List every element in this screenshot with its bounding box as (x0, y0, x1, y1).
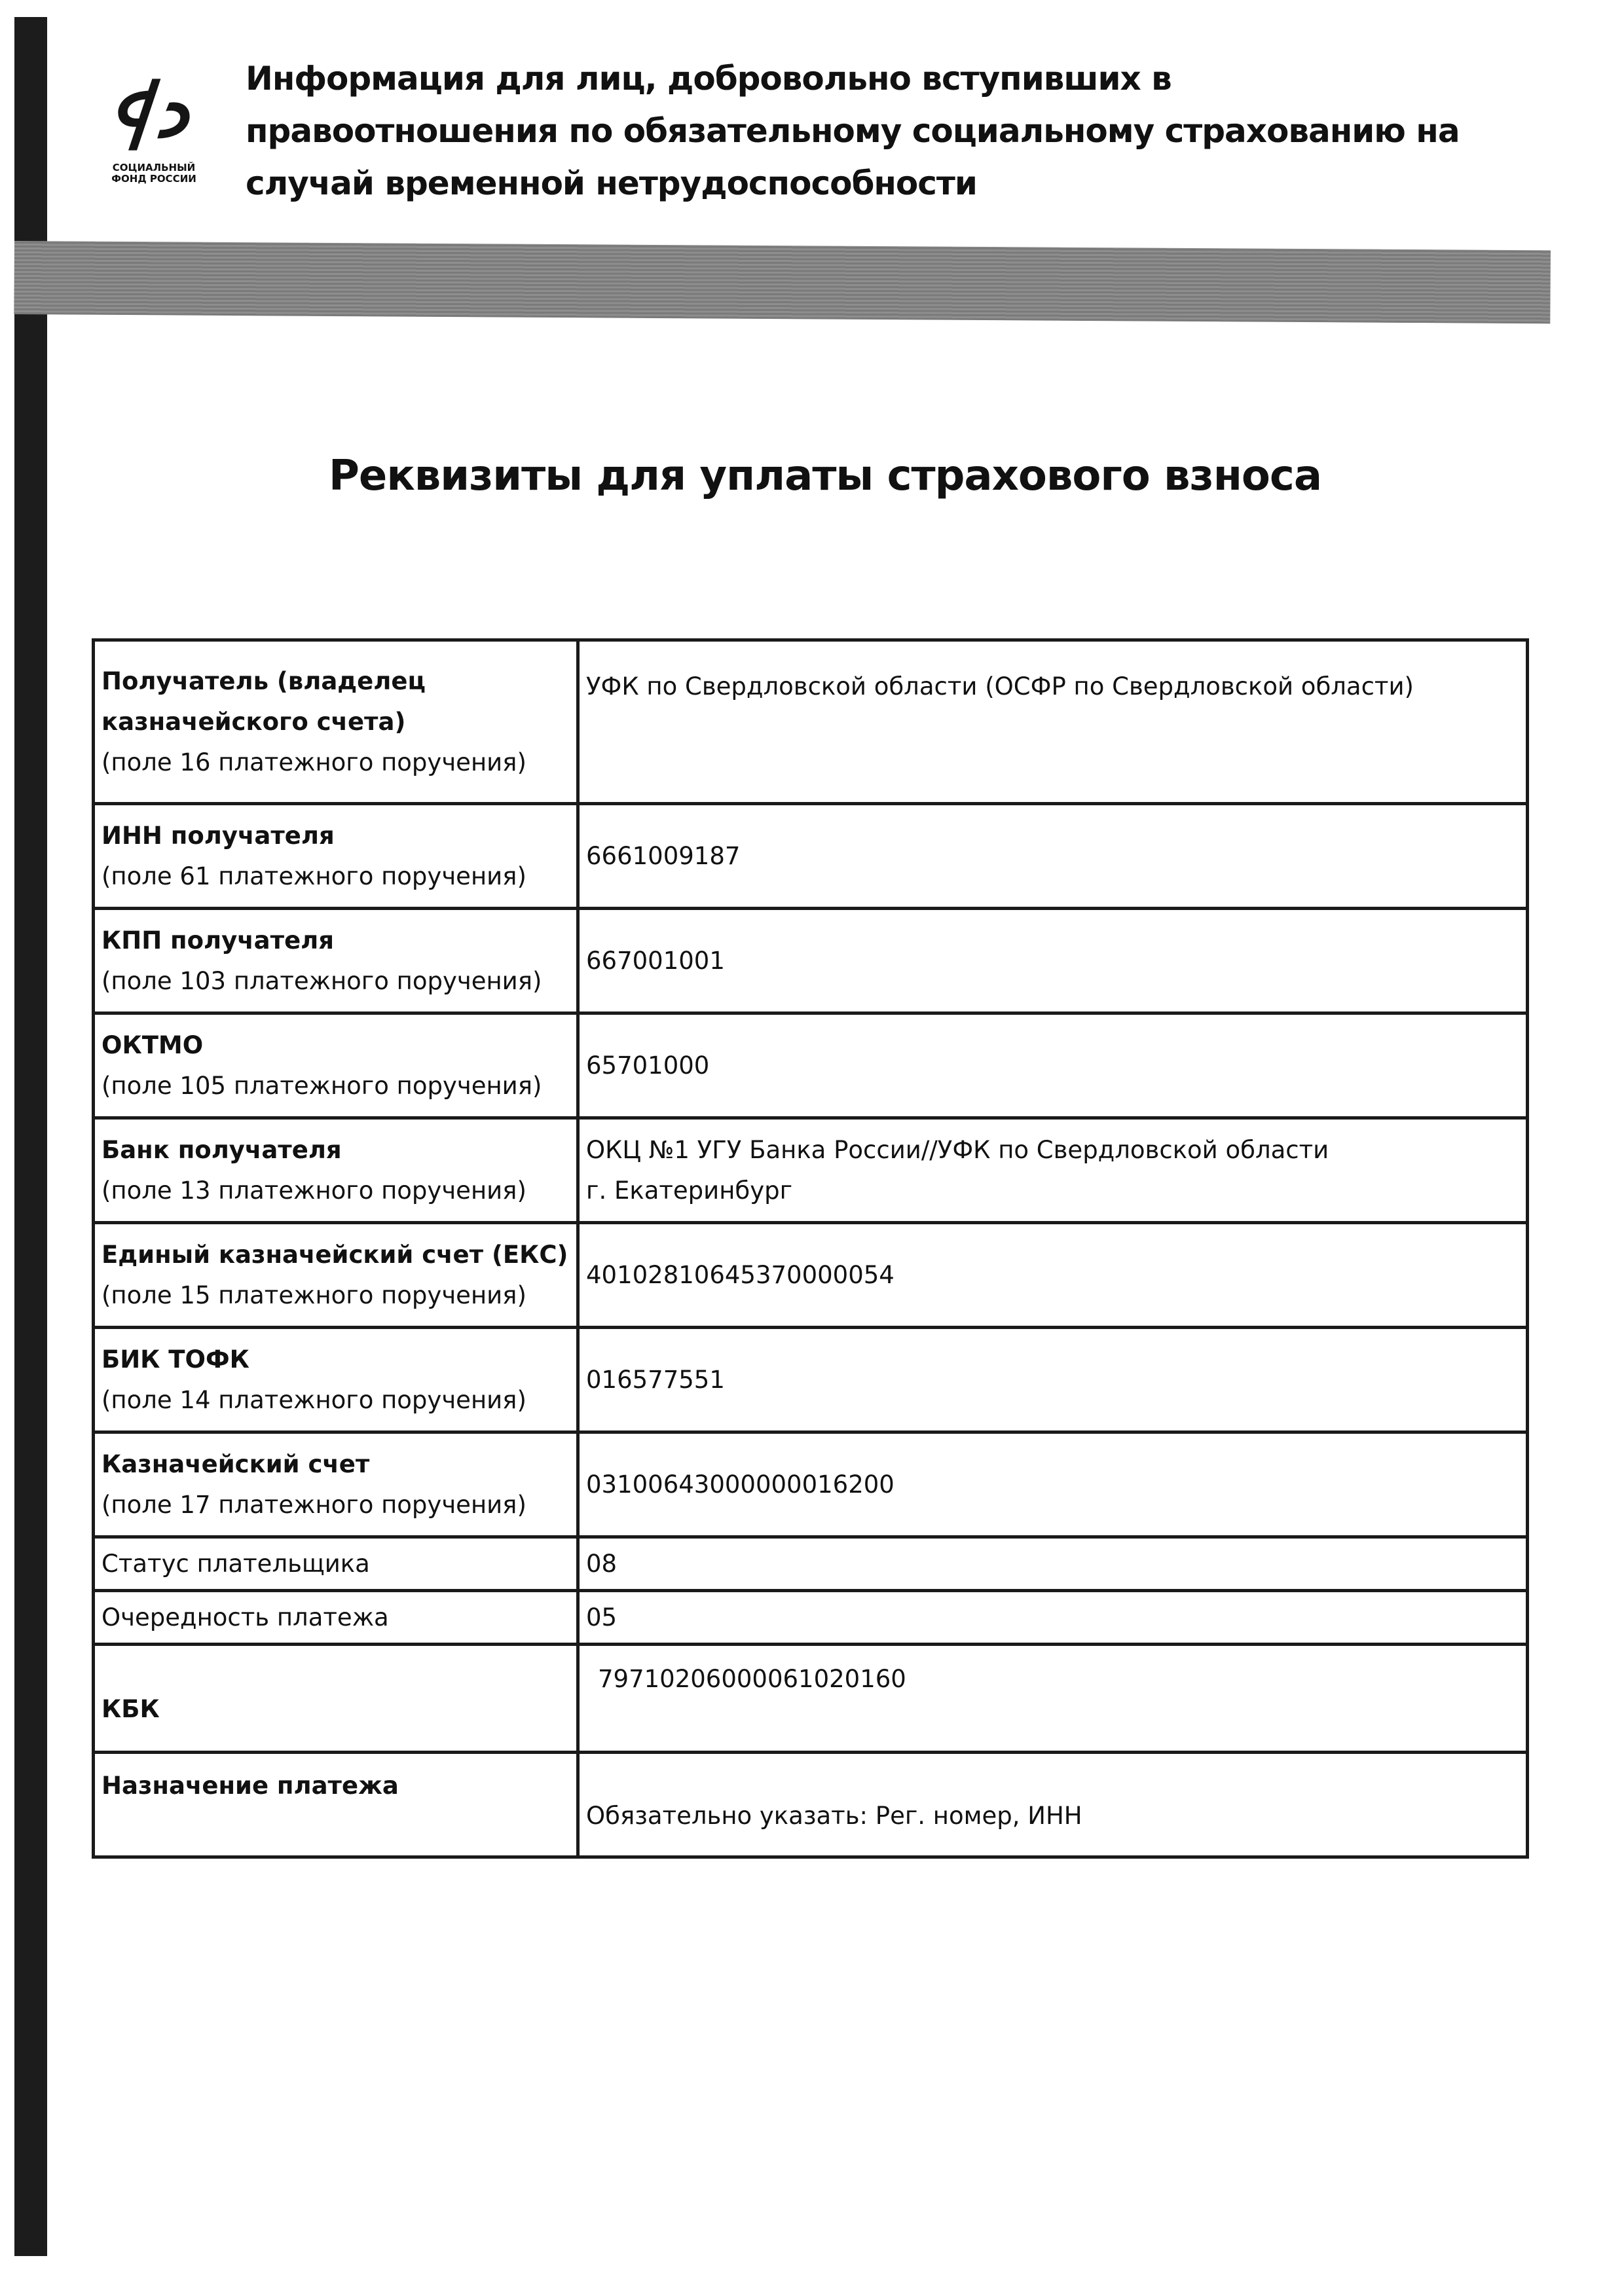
row-value-cell (578, 1753, 1528, 1857)
row-label: Очередность платежа (101, 1603, 389, 1631)
row-label: Единый казначейский счет (ЕКС) (101, 1240, 568, 1269)
row-label: ИНН получателя (101, 821, 335, 850)
row-value-cell (578, 1013, 1528, 1118)
row-sublabel: (поле 16 платежного поручения) (101, 748, 526, 776)
row-label: Получатель (владелец казначейского счета) (101, 666, 426, 736)
row-label: КБК (101, 1695, 160, 1723)
row-value: 08 (586, 1549, 618, 1578)
row-value-cell (578, 1223, 1528, 1328)
row-sublabel: (поле 14 платежного поручения) (101, 1385, 526, 1414)
scan-margin-strip (14, 17, 47, 2256)
table-row (94, 1591, 1528, 1645)
table-row (94, 909, 1528, 1013)
row-value-cell (578, 804, 1528, 909)
row-value: 79710206000061020160 (598, 1665, 906, 1693)
row-value-cell (578, 1328, 1528, 1432)
header-line-1: Информация для лиц, добровольно вступивших в (246, 60, 1172, 98)
table-row (94, 1013, 1528, 1118)
logo-caption-line1: СОЦИАЛЬНЫЙ (112, 162, 196, 173)
row-value-line2: г. Екатеринбург (586, 1176, 793, 1205)
row-label: ОКТМО (101, 1030, 204, 1059)
row-label-cell (94, 1118, 578, 1223)
row-label-cell (94, 909, 578, 1013)
row-label: Банк получателя (101, 1135, 342, 1164)
table-row (94, 1432, 1528, 1537)
row-label-cell (94, 1432, 578, 1537)
row-label-cell (94, 1328, 578, 1432)
row-value-cell (578, 1118, 1528, 1223)
row-label-cell (94, 1537, 578, 1591)
header-info-text (246, 52, 1522, 210)
row-sublabel: (поле 103 платежного поручения) (101, 966, 542, 995)
sf-logo-icon (111, 72, 196, 157)
row-sublabel: (поле 61 платежного поручения) (101, 862, 526, 890)
header-line-3: случай временной нетрудоспособности (246, 164, 977, 202)
row-value: 65701000 (586, 1051, 710, 1080)
row-value: 016577551 (586, 1365, 725, 1394)
payment-details-table (92, 638, 1529, 1859)
row-value-cell (578, 1432, 1528, 1537)
row-label-cell (94, 1013, 578, 1118)
table-row (94, 1753, 1528, 1857)
row-label: Статус плательщика (101, 1549, 370, 1578)
row-value: ОКЦ №1 УГУ Банка России//УФК по Свердловской области (586, 1135, 1329, 1164)
row-label-cell (94, 804, 578, 909)
table-row (94, 1645, 1528, 1753)
row-value-cell (578, 1591, 1528, 1645)
table-row (94, 1223, 1528, 1328)
header-divider-band (14, 241, 1551, 323)
table-row (94, 640, 1528, 804)
row-value-cell (578, 1645, 1528, 1753)
table-row (94, 1537, 1528, 1591)
row-sublabel: (поле 15 платежного поручения) (101, 1281, 526, 1309)
document-title: Реквизиты для уплаты страхового взноса (329, 452, 1321, 500)
row-value: 03100643000000016200 (586, 1470, 895, 1499)
row-label-cell (94, 1753, 578, 1857)
table-row (94, 1328, 1528, 1432)
row-label-cell (94, 1645, 578, 1753)
row-sublabel: (поле 13 платежного поручения) (101, 1176, 526, 1205)
row-label-cell (94, 1223, 578, 1328)
row-value: 40102810645370000054 (586, 1260, 895, 1289)
row-value: Обязательно указать: Рег. номер, ИНН (586, 1801, 1082, 1830)
row-value: УФК по Свердловской области (ОСФР по Свердловской области) (586, 672, 1414, 701)
logo-caption-line2: ФОНД РОССИИ (111, 173, 196, 185)
header-line-2: правоотношения по обязательному социальному страхованию на (246, 112, 1460, 150)
row-label-cell (94, 640, 578, 804)
row-label: БИК ТОФК (101, 1345, 249, 1374)
row-value: 6661009187 (586, 841, 741, 870)
row-label-cell (94, 1591, 578, 1645)
table-row (94, 1118, 1528, 1223)
row-label: Назначение платежа (101, 1772, 399, 1800)
row-sublabel: (поле 105 платежного поручения) (101, 1071, 542, 1100)
table-row (94, 804, 1528, 909)
logo (98, 72, 210, 196)
row-sublabel: (поле 17 платежного поручения) (101, 1490, 526, 1519)
row-value-cell (578, 909, 1528, 1013)
row-label: Казначейский счет (101, 1449, 370, 1478)
row-label: КПП получателя (101, 926, 335, 955)
row-value-cell (578, 640, 1528, 804)
row-value-cell (578, 1537, 1528, 1591)
row-value: 05 (586, 1603, 618, 1631)
row-value: 667001001 (586, 946, 725, 975)
